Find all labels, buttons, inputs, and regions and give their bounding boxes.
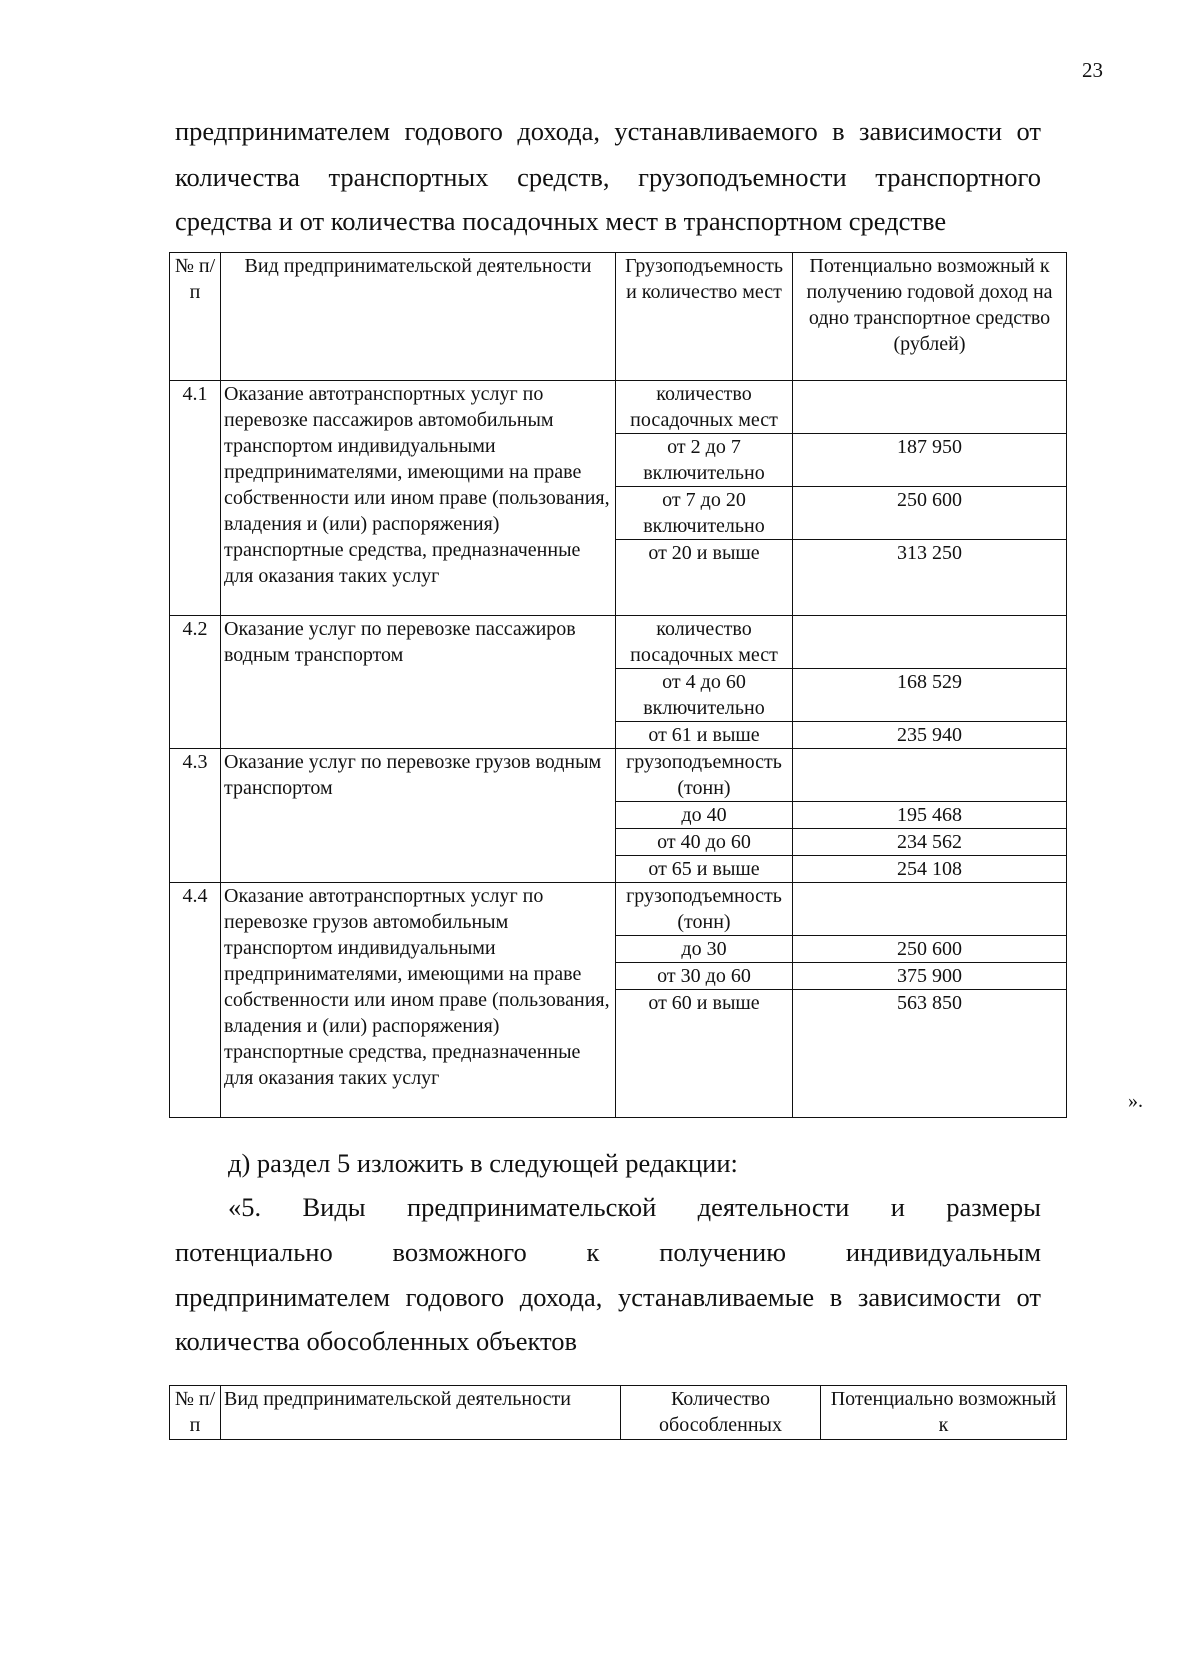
capacity-range: от 2 до 7 включительно bbox=[616, 434, 793, 487]
row-number: 4.2 bbox=[170, 616, 221, 749]
capacity-range: от 60 и выше bbox=[616, 990, 793, 1118]
capacity-range: от 20 и выше bbox=[616, 540, 793, 616]
capacity-range: от 40 до 60 bbox=[616, 829, 793, 856]
capacity-range: от 4 до 60 включительно bbox=[616, 669, 793, 722]
table-header-row bbox=[170, 253, 1067, 381]
table-row bbox=[170, 381, 1067, 434]
header-income: Потенциально возможный к получению годовой доход на одно транспортное средство (рублей) bbox=[793, 253, 1067, 381]
capacity-subheader: грузоподъемность (тонн) bbox=[616, 749, 793, 802]
capacity-subheader: грузоподъемность (тонн) bbox=[616, 883, 793, 936]
section5-line-2: потенциально возможного к получению индивидуальным bbox=[175, 1237, 1041, 1267]
income-value: 235 940 bbox=[793, 722, 1067, 749]
section5-line-3: предпринимателем годового дохода, устанавливаемые в зависимости от bbox=[175, 1282, 1041, 1312]
header-capacity: Грузоподъемность и количество мест bbox=[616, 253, 793, 381]
empty-value-cell bbox=[793, 616, 1067, 669]
intro-line-1: предпринимателем годового дохода, устанавливаемого в зависимости от bbox=[175, 116, 1041, 146]
intro-line-2: количества транспортных средств, грузоподъемности транспортного bbox=[175, 162, 1041, 192]
activity-description: Оказание услуг по перевозке грузов водным транспортом bbox=[221, 749, 616, 883]
capacity-range: от 7 до 20 включительно bbox=[616, 487, 793, 540]
row-number: 4.3 bbox=[170, 749, 221, 883]
empty-value-cell bbox=[793, 381, 1067, 434]
income-table-objects bbox=[169, 1385, 1067, 1440]
capacity-subheader: количество посадочных мест bbox=[616, 616, 793, 669]
empty-value-cell bbox=[793, 749, 1067, 802]
income-value: 254 108 bbox=[793, 856, 1067, 883]
capacity-range: от 30 до 60 bbox=[616, 963, 793, 990]
table-row bbox=[170, 749, 1067, 802]
income-value: 234 562 bbox=[793, 829, 1067, 856]
income-value: 375 900 bbox=[793, 963, 1067, 990]
capacity-range: до 30 bbox=[616, 936, 793, 963]
income-value: 313 250 bbox=[793, 540, 1067, 616]
header-activity: Вид предпринимательской деятельности bbox=[221, 253, 616, 381]
closing-quote: ». bbox=[1128, 1090, 1143, 1112]
capacity-range: от 61 и выше bbox=[616, 722, 793, 749]
capacity-range: до 40 bbox=[616, 802, 793, 829]
table-row bbox=[170, 883, 1067, 936]
section5-line-4: количества обособленных объектов bbox=[175, 1326, 578, 1356]
capacity-range: от 65 и выше bbox=[616, 856, 793, 883]
income-value: 250 600 bbox=[793, 487, 1067, 540]
income-value: 187 950 bbox=[793, 434, 1067, 487]
section-d-instruction: д) раздел 5 изложить в следующей редакции: bbox=[228, 1148, 738, 1178]
header-income: Потенциально возможный к bbox=[821, 1386, 1067, 1440]
header-num: № п/п bbox=[170, 253, 221, 381]
income-value: 168 529 bbox=[793, 669, 1067, 722]
row-number: 4.4 bbox=[170, 883, 221, 1118]
intro-line-3: средства и от количества посадочных мест в транспортном средстве bbox=[175, 206, 947, 236]
header-count: Количество обособленных bbox=[621, 1386, 821, 1440]
empty-value-cell bbox=[793, 883, 1067, 936]
income-value: 195 468 bbox=[793, 802, 1067, 829]
income-value: 563 850 bbox=[793, 990, 1067, 1118]
table-row bbox=[170, 616, 1067, 669]
income-value: 250 600 bbox=[793, 936, 1067, 963]
capacity-subheader: количество посадочных мест bbox=[616, 381, 793, 434]
section5-line-1: «5. Виды предпринимательской деятельности и размеры bbox=[228, 1192, 1041, 1222]
header-activity: Вид предпринимательской деятельности bbox=[221, 1386, 621, 1440]
table-header-row bbox=[170, 1386, 1067, 1440]
income-table-transport bbox=[169, 252, 1067, 1118]
activity-description: Оказание автотранспортных услуг по перевозке пассажиров автомобильным транспортом индивидуальными предпринимателями, имеющими на праве собственности или ином праве (пользования, владения и (или) распоряжения) транспортные средства, предназначенные для оказания таких услуг bbox=[221, 381, 616, 616]
page-number: 23 bbox=[1082, 58, 1103, 82]
header-num: № п/п bbox=[170, 1386, 221, 1440]
activity-description: Оказание автотранспортных услуг по перевозке грузов автомобильным транспортом индивидуальными предпринимателями, имеющими на праве собственности или ином праве (пользования, владения и (или) распоряжения) транспортные средства, предназначенные для оказания таких услуг bbox=[221, 883, 616, 1118]
row-number: 4.1 bbox=[170, 381, 221, 616]
activity-description: Оказание услуг по перевозке пассажиров водным транспортом bbox=[221, 616, 616, 749]
